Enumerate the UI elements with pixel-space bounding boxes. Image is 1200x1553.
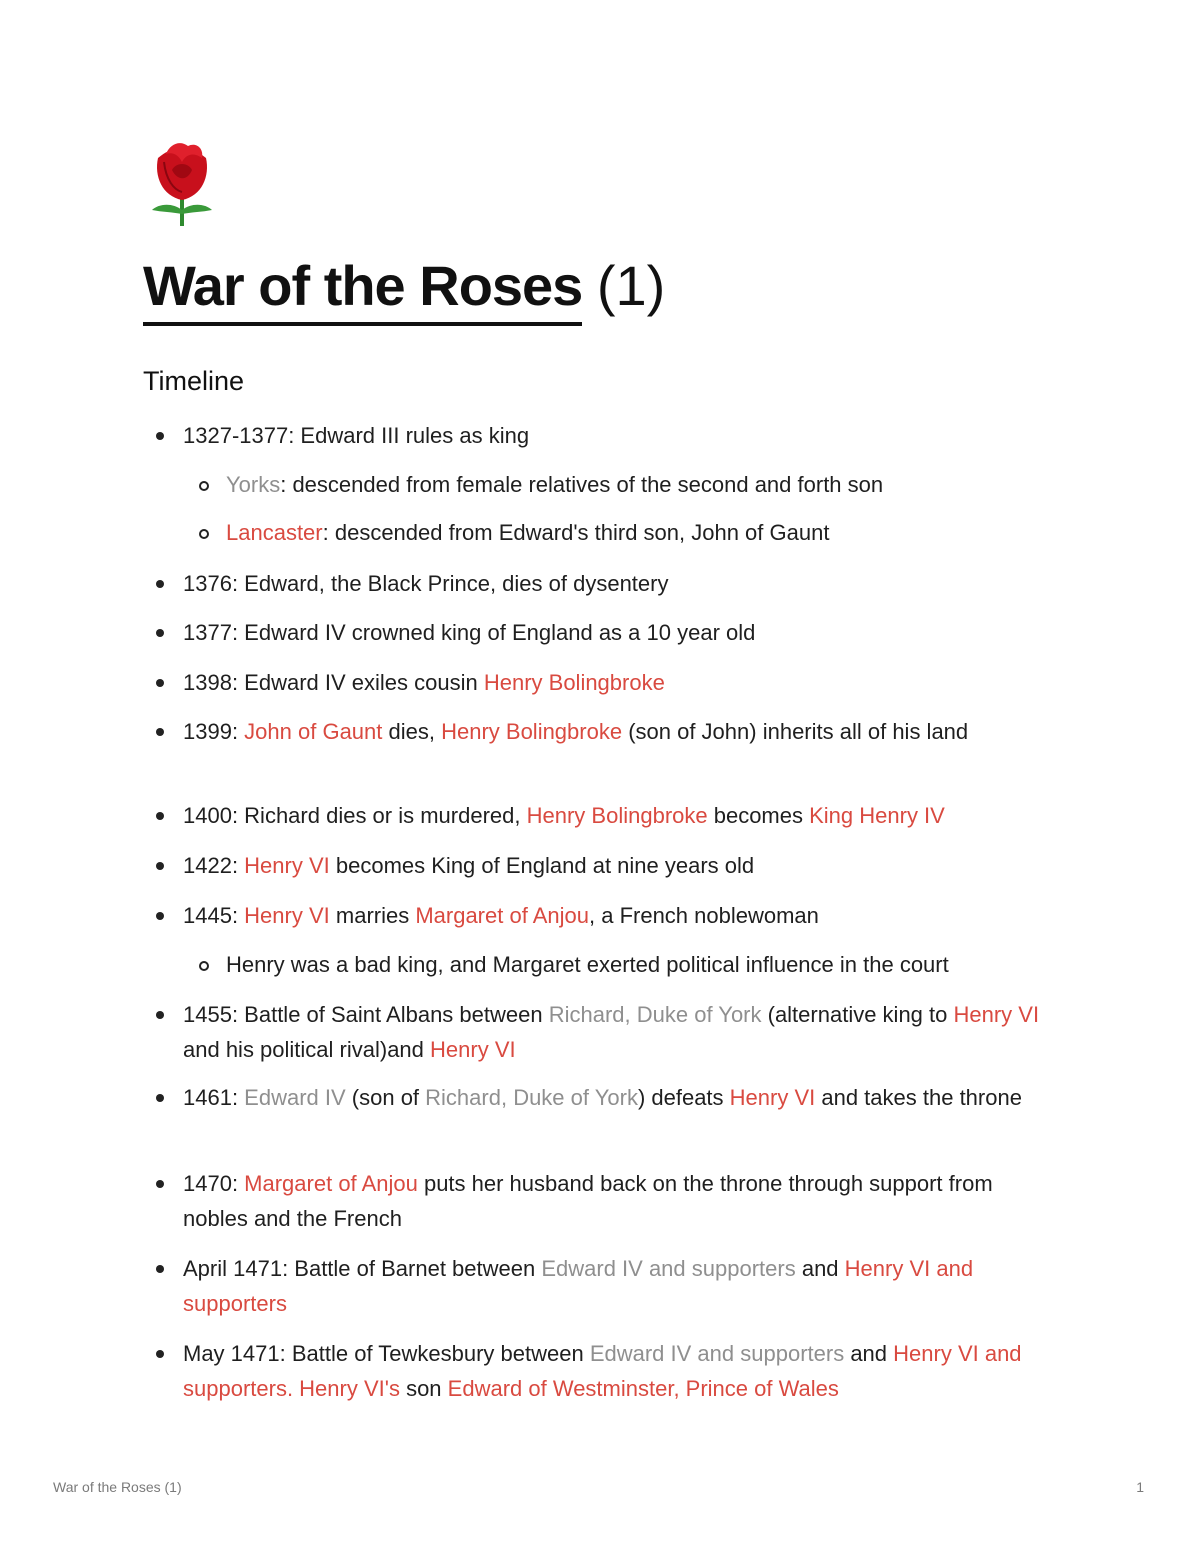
bullet-icon xyxy=(199,481,209,491)
footer-title: War of the Roses (1) xyxy=(53,1479,182,1495)
list-item: 1455: Battle of Saint Albans between Richard, Duke of York (alternative king to Henry VI and his political rival)and Henry VI xyxy=(183,997,1063,1067)
list-item: Yorks: descended from female relatives of the second and forth son xyxy=(226,467,1086,502)
list-item: 1377: Edward IV crowned king of England as a 10 year old xyxy=(183,615,1063,650)
bullet-icon xyxy=(156,812,164,820)
bullet-icon xyxy=(156,580,164,588)
bullet-icon xyxy=(199,961,209,971)
list-item: 1400: Richard dies or is murdered, Henry Bolingbroke becomes King Henry IV xyxy=(183,798,1063,833)
list-item: Lancaster: descended from Edward's third son, John of Gaunt xyxy=(226,515,1086,550)
page-title-suffix: (1) xyxy=(596,254,666,317)
list-item: 1470: Margaret of Anjou puts her husband back on the throne through support from nobles and the French xyxy=(183,1166,1063,1236)
bullet-icon xyxy=(156,728,164,736)
bullet-icon xyxy=(156,432,164,440)
list-item: 1445: Henry VI marries Margaret of Anjou, a French noblewoman xyxy=(183,898,1063,933)
bullet-icon xyxy=(156,912,164,920)
list-item: May 1471: Battle of Tewkesbury between Edward IV and supporters and Henry VI and supporters. Henry VI's son Edward of Westminster, Prince of Wales xyxy=(183,1336,1063,1406)
list-item: 1327-1377: Edward III rules as king xyxy=(183,418,1063,453)
bullet-icon xyxy=(156,1265,164,1273)
list-item: 1399: John of Gaunt dies, Henry Bolingbroke (son of John) inherits all of his land xyxy=(183,714,1063,749)
list-item: 1398: Edward IV exiles cousin Henry Bolingbroke xyxy=(183,665,1063,700)
bullet-icon xyxy=(156,862,164,870)
bullet-icon xyxy=(199,529,209,539)
section-heading: Timeline xyxy=(143,366,245,396)
list-item: 1461: Edward IV (son of Richard, Duke of York) defeats Henry VI and takes the throne xyxy=(183,1080,1063,1115)
bullet-icon xyxy=(156,1011,164,1019)
bullet-icon xyxy=(156,1094,164,1102)
bullet-icon xyxy=(156,1180,164,1188)
bullet-icon xyxy=(156,629,164,637)
list-item: 1376: Edward, the Black Prince, dies of dysentery xyxy=(183,566,1063,601)
bullet-icon xyxy=(156,1350,164,1358)
page-title-text: War of the Roses xyxy=(143,250,582,326)
list-item: Henry was a bad king, and Margaret exerted political influence in the court xyxy=(226,947,1086,982)
list-item: April 1471: Battle of Barnet between Edward IV and supporters and Henry VI and supporters xyxy=(183,1251,1063,1321)
bullet-icon xyxy=(156,679,164,687)
list-item: 1422: Henry VI becomes King of England at nine years old xyxy=(183,848,1063,883)
page-number: 1 xyxy=(1136,1479,1144,1495)
